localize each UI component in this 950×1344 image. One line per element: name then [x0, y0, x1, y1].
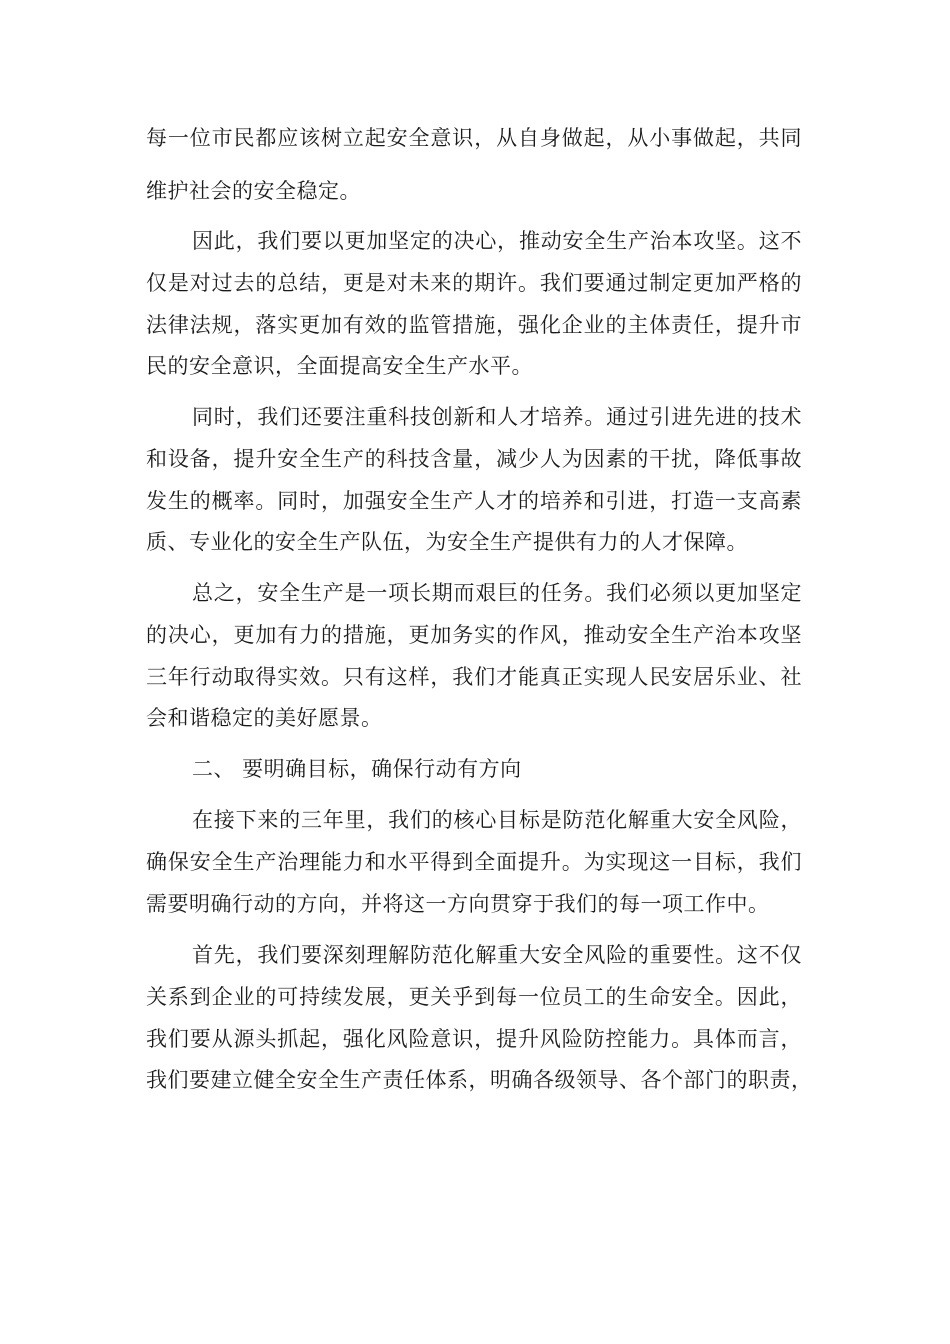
text-line: 质、专业化的安全生产队伍，为安全生产提供有力的人才保障。 — [146, 530, 748, 554]
text-line: 同时，我们还要注重科技创新和人才培养。通过引进先进的技术 — [192, 405, 802, 429]
text-line: 需要明确行动的方向，并将这一方向贯穿于我们的每一项工作中。 — [146, 892, 770, 916]
text-line: 三年行动取得实效。只有这样，我们才能真正实现人民安居乐业、社 — [146, 665, 802, 689]
text-line: 因此，我们要以更加坚定的决心，推动安全生产治本攻坚。这不 — [192, 229, 802, 253]
text-line: 总之，安全生产是一项长期而艰巨的任务。我们必须以更加坚定 — [192, 581, 802, 605]
text-line: 的决心，更加有力的措施，更加务实的作风，推动安全生产治本攻坚 — [146, 623, 802, 647]
text-line: 法律法规，落实更加有效的监管措施，强化企业的主体责任，提升市 — [146, 313, 802, 337]
text-line: 我们要从源头抓起，强化风险意识，提升风险防控能力。具体而言， — [146, 1027, 802, 1051]
text-line: 仅是对过去的总结，更是对未来的期许。我们要通过制定更加严格的 — [146, 271, 802, 295]
section-heading: 二、 要明确目标，确保行动有方向 — [192, 757, 522, 781]
text-line: 首先，我们要深刻理解防范化解重大安全风险的重要性。这不仅 — [192, 943, 802, 967]
text-line: 会和谐稳定的美好愿景。 — [146, 706, 383, 730]
text-line: 和设备，提升安全生产的科技含量，减少人为因素的干扰，降低事故 — [146, 447, 802, 471]
text-line: 确保安全生产治理能力和水平得到全面提升。为实现这一目标，我们 — [146, 850, 802, 874]
text-line: 维护社会的安全稳定。 — [146, 179, 361, 203]
text-line: 每一位市民都应该树立起安全意识，从自身做起，从小事做起，共同 — [146, 126, 802, 150]
text-line: 我们要建立健全安全生产责任体系，明确各级领导、各个部门的职责， — [146, 1068, 813, 1092]
text-line: 发生的概率。同时，加强安全生产人才的培养和引进，打造一支高素 — [146, 489, 802, 513]
text-line: 民的安全意识，全面提高安全生产水平。 — [146, 354, 533, 378]
text-line: 关系到企业的可持续发展，更关乎到每一位员工的生命安全。因此， — [146, 985, 802, 1009]
text-line: 在接下来的三年里，我们的核心目标是防范化解重大安全风险， — [192, 808, 802, 832]
